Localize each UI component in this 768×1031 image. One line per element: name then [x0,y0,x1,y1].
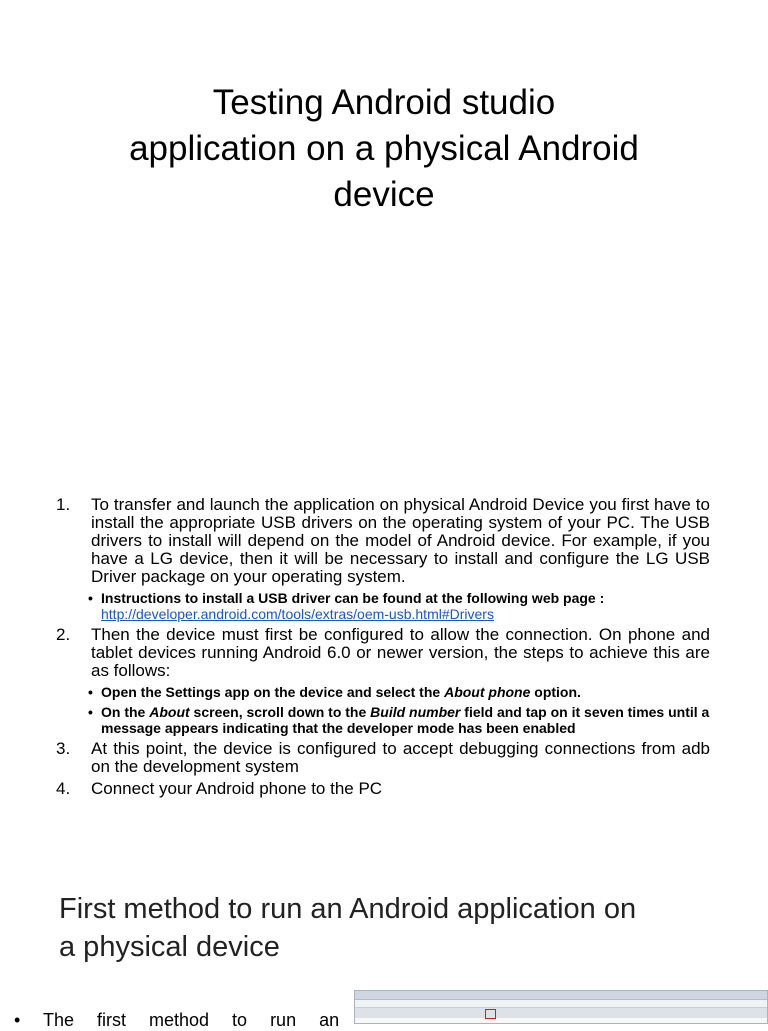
step-2 [56,626,710,680]
section-heading-line-2: a physical device [59,931,280,963]
bullet-icon: • [14,1010,21,1030]
section-heading [59,890,739,966]
thumbnail-tab-bar [355,1018,767,1024]
step-number: 3. [56,739,71,758]
step-2-subitem-1: • Open the Settings app on the device and select the About phone option. [88,684,581,700]
step-4 [56,780,710,798]
title-line-3: device [333,175,435,214]
step-text: At this point, the device is configured to accept debugging connections from adb on the development system [91,739,710,776]
thumbnail-menu-bar [355,1000,767,1008]
bullet-icon: • [88,704,93,720]
step-number: 4. [56,779,71,798]
usb-driver-link[interactable]: http://developer.android.com/tools/extras/oem-usb.html#Drivers [101,606,494,622]
bottom-bullet-text: The first method to run an [43,1010,340,1030]
step-number: 2. [56,625,71,644]
step-number: 1. [56,495,71,514]
slide-title [60,80,708,218]
step-text: To transfer and launch the application on physical Android Device you first have to install the appropriate USB drivers on the operating system of your PC. The USB drivers to install will depend on the model of Android device. For example, if you have a LG device, then it will be necessary to install and configure the LG USB Driver package on your operating system. [91,495,710,586]
title-line-2: application on a physical Android [129,129,639,168]
step-text: Connect your Android phone to the PC [91,779,383,798]
step-2-subitem-2: • On the About screen, scroll down to the Build number field and tap on it seven times until a message appears indicating that the developer mode has been enabled [88,704,710,736]
step-3 [56,740,710,776]
bottom-bullet [14,1010,344,1031]
section-heading-line-1: First method to run an Android application on [59,893,637,925]
step-1 [56,496,710,586]
bullet-icon: • [88,590,93,606]
android-studio-screenshot-thumbnail [354,990,768,1024]
title-line-1: Testing Android studio [212,83,556,122]
subitem-text: Instructions to install a USB driver can be found at the following web page : [101,590,605,606]
highlight-box [485,1009,496,1019]
bullet-icon: • [88,684,93,700]
thumbnail-toolbar [355,1008,767,1018]
steps-list [56,496,710,802]
thumbnail-title-bar [355,991,767,1000]
step-text: Then the device must first be configured to allow the connection. On phone and tablet devices running Android 6.0 or newer version, the steps to achieve this are as follows: [91,625,710,680]
step-1-subitem [88,590,710,622]
